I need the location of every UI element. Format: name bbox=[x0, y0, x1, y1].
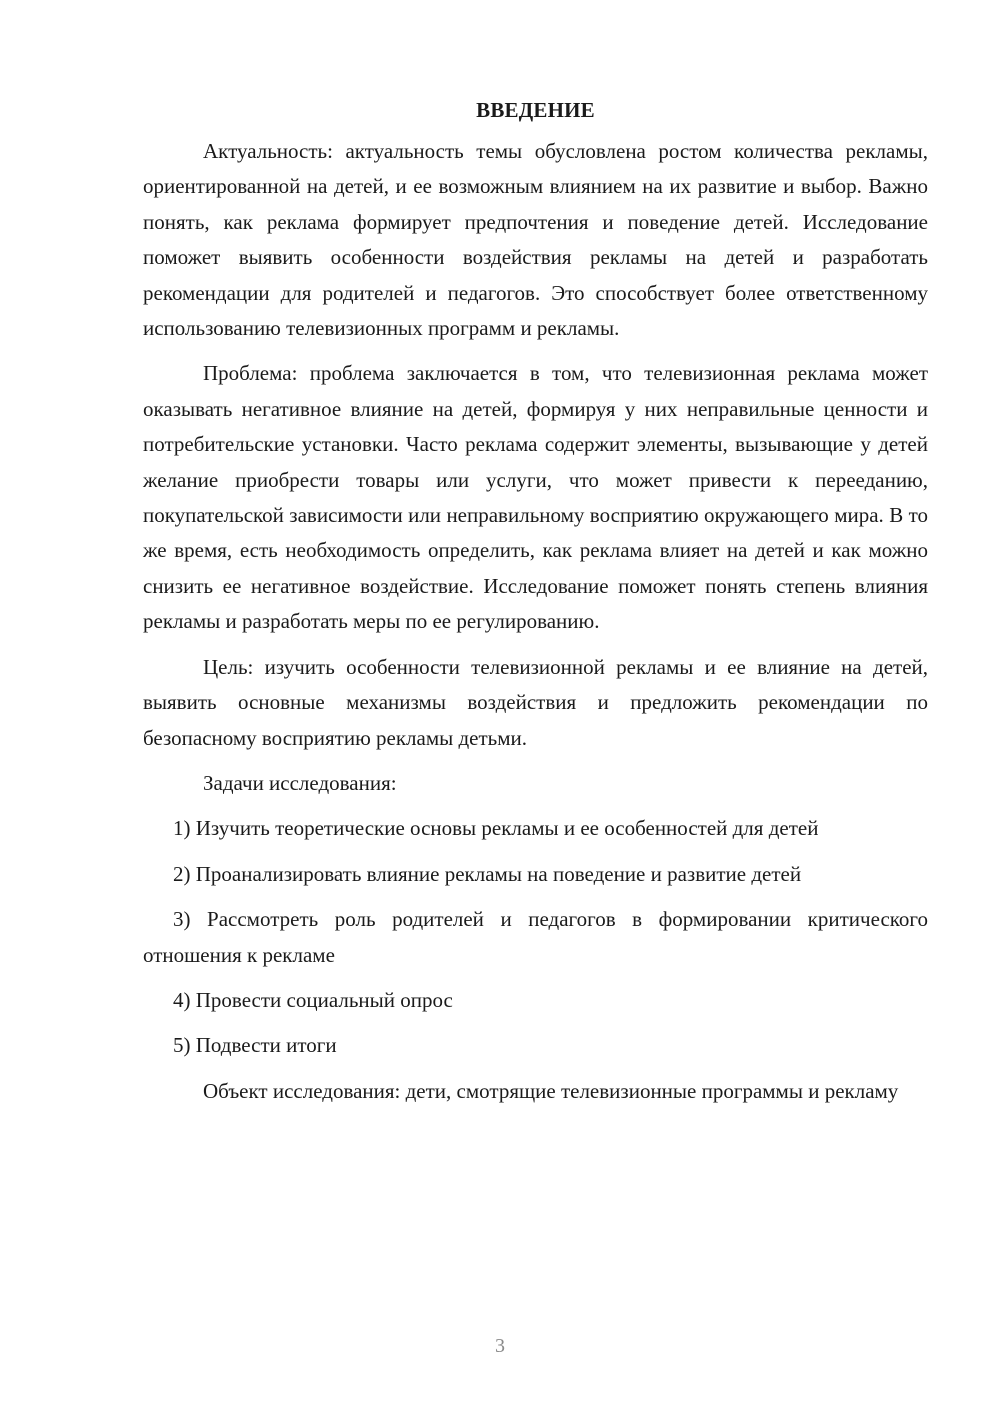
paragraph-object: Объект исследования: дети, смотрящие телевизионные программы и рекламу bbox=[203, 1078, 899, 1103]
paragraph-problem: Проблема: проблема заключается в том, что телевизионная реклама может оказывать негативное влияние на детей, формируя у них неправильные ценности и потребительские установки. Часто реклама содержит элементы, вызывающие у детей желание приобрести товары или услуги, что может привести к перееданию, покупательской зависимости или неправильному восприятию окружающего мира. В то же время, есть необходимость определить, как реклама влияет на детей и как можно снизить ее негативное воздействие. Исследование поможет понять степень влияния рекламы и разработать меры по ее регулированию. bbox=[143, 361, 928, 634]
task-item-5: 5) Подвести итоги bbox=[173, 1033, 337, 1058]
task-item-4: 4) Провести социальный опрос bbox=[173, 987, 453, 1012]
paragraph-tasks-title: Задачи исследования: bbox=[203, 770, 397, 795]
page-number: 3 bbox=[495, 1335, 505, 1357]
document-page bbox=[143, 92, 928, 1119]
task-item-1: 1) Изучить теоретические основы рекламы и ее особенностей для детей bbox=[173, 816, 819, 841]
paragraph-relevance: Актуальность: актуальность темы обусловлена ростом количества рекламы, ориентированной на детей, и ее возможным влиянием на их развитие и выбор. Важно понять, как реклама формирует предпочтения и поведение детей. Исследование поможет выявить особенности воздействия рекламы на детей и разработать рекомендации для родителей и педагогов. Это способствует более ответственному использованию телевизионных программ и рекламы. bbox=[143, 139, 928, 341]
task-item-3: 3) Рассмотреть роль родителей и педагогов в формировании критического отношения к рекламе bbox=[143, 907, 928, 967]
paragraph-goal: Цель: изучить особенности телевизионной рекламы и ее влияние на детей, выявить основные механизмы воздействия и предложить рекомендации по безопасному восприятию рекламы детьми. bbox=[143, 654, 928, 750]
section-heading: ВВЕДЕНИЕ bbox=[476, 98, 595, 122]
task-item-2: 2) Проанализировать влияние рекламы на поведение и развитие детей bbox=[173, 861, 802, 886]
